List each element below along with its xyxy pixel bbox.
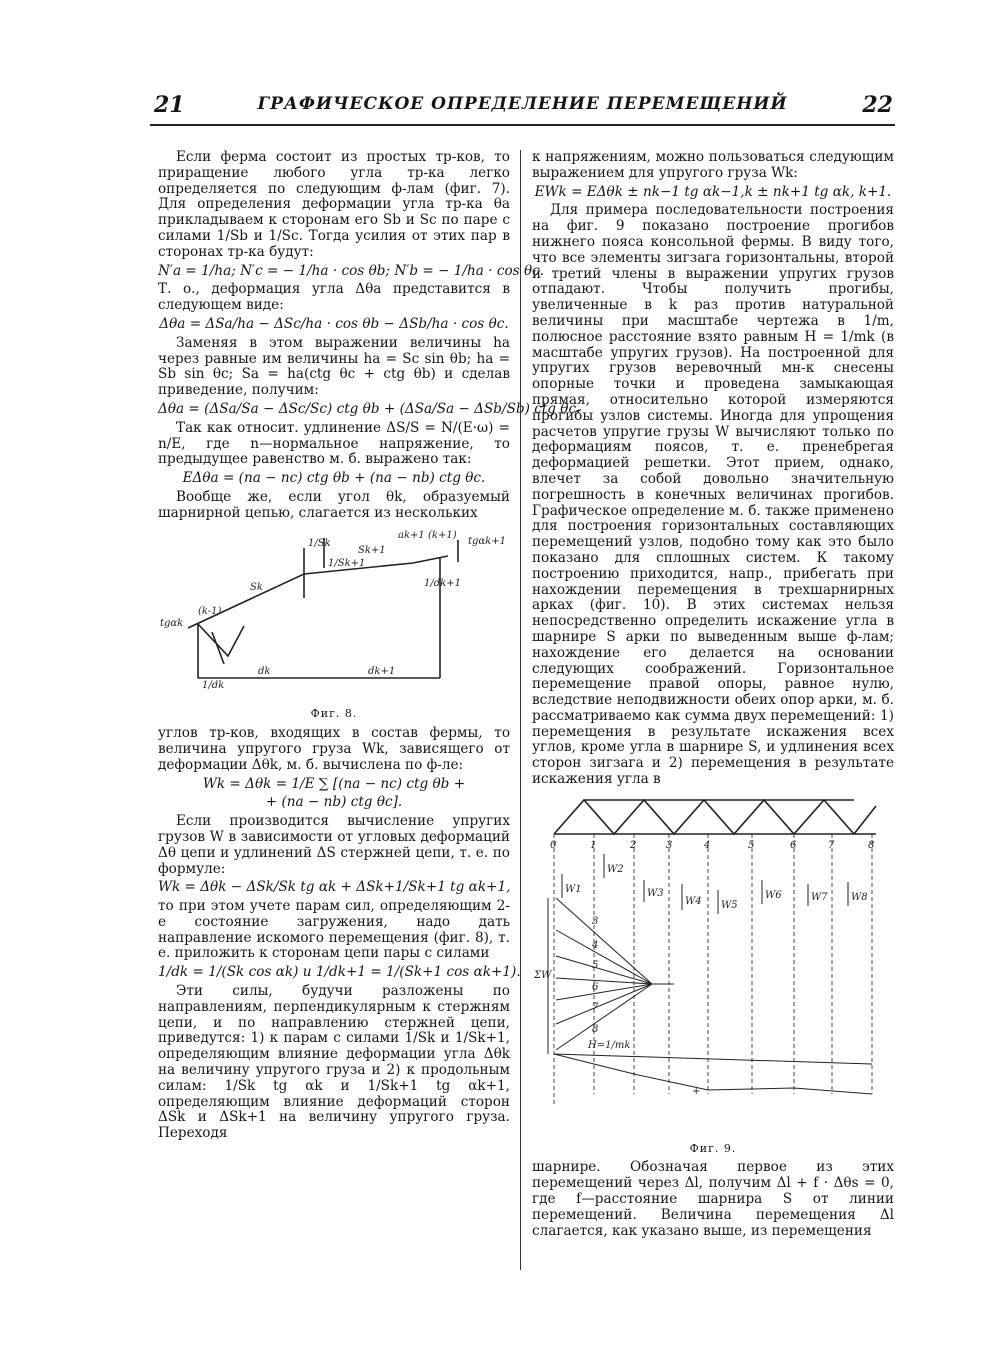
fig8-label: 1/dk	[202, 679, 225, 691]
running-title: ГРАФИЧЕСКОЕ ОПРЕДЕЛЕНИЕ ПЕРЕМЕЩЕНИЙ	[257, 94, 788, 114]
equation: + (na − nb) ctg θc].	[265, 794, 403, 811]
fig9-load-label: W3	[647, 887, 664, 899]
right-column	[532, 150, 894, 1239]
fig9-ray-label: 3	[592, 915, 599, 927]
fig9-load-label: W1	[565, 883, 582, 895]
paragraph: то при этом учете парам сил, определяющим 2-е состояние загружения, надо дать направление искомого перемещения (фиг. 8), т. е. приложить к сторонам цепи пары с силами	[158, 898, 510, 962]
fig8-label: dk	[258, 665, 271, 677]
fig9-node-label: 2	[630, 839, 637, 851]
fig8-label: tgαk	[160, 617, 184, 629]
fig9-node-label: 7	[828, 839, 835, 851]
equation: N′a = 1/ha; N′c = − 1/ha · cos θb; N′b = − 1/ha · cos θc.	[158, 262, 545, 279]
fig9-node-label: 5	[748, 839, 755, 851]
paragraph: углов тр-ков, входящих в состав фермы, то величина упругого груза Wk, зависящего от деформации Δθk, м. б. вычислена по ф-ле:	[158, 725, 510, 773]
figure-8	[158, 528, 510, 723]
fig9-node-label: 3	[666, 839, 673, 851]
fig8-label: 1/dk+1	[424, 577, 461, 589]
fig9-load-label: W8	[851, 891, 868, 903]
figure-9-drawing	[532, 794, 894, 1134]
paragraph: Заменяя в этом выражении величины ha через равные им величины ha = Sc sin θb; ha = Sb sin θc; Sa = ha(ctg θc + ctg θb) и сделав приведение, получим:	[158, 334, 510, 399]
figure-caption: Фиг. 8.	[310, 707, 358, 721]
running-header	[150, 92, 895, 122]
fig9-load-label: W6	[765, 889, 782, 901]
fig9-sign: +	[692, 1085, 701, 1097]
fig8-label: (k+1)	[428, 529, 457, 541]
column-divider	[520, 150, 521, 1270]
fig9-node-label: 0	[550, 839, 557, 851]
fig9-ray-label: 4	[592, 939, 599, 951]
figure-9	[532, 794, 894, 1157]
fig9-pole-distance: H=1/mk	[588, 1039, 631, 1051]
paragraph: шарнире. Обозначая первое из этих перемещений через Δl, получим Δl + f · Δθs = 0, где f—расстояние шарнира S от линии перемещений. Величина перемещения Δl слагается, как указано выше, из перемещения	[532, 1159, 894, 1239]
fig9-node-label: 1	[590, 839, 597, 851]
fig8-label: 1/Sk	[308, 537, 331, 549]
fig8-label: Sk	[250, 581, 263, 593]
fig8-label: 1/Sk+1	[328, 557, 366, 569]
fig9-load-label: W5	[721, 899, 738, 911]
paragraph: Для примера последовательности построения на фиг. 9 показано построение прогибов нижнего пояса консольной фермы. В виду того, что все элементы зигзага горизонтальны, второй и третий члены в выражении упругих грузов отпадают. Чтобы получить прогибы, увеличенные в k раз против натуральной величины при масштабе чертежа в 1/m, полюсное расстояние взято равным H = 1/mk (в масштабе упругих грузов). На построенной для упругих грузов веревочный мн-к снесены опорные точки и проведена замыкающая прямая, относительно которой измеряются прогибы узлов системы. Иногда для упрощения расчетов упругие грузы W вычисляют только по деформациям поясов, т. е. пренебрегая деформацией решетки. Этот прием, однако, влечет за собой довольно значительную погрешность в конечных величинах прогибов. Графическое определение м. б. также применено для построения горизонтальных составляющих перемещений узлов, подобно тому как это было показано для сплошных систем. К такому построению приходится, напр., прибегать при нахождении перемещения в трехшарнирных арках (фиг. 10). В этих системах нельзя непосредственно определить искажение угла в шарнире S арки по выведенным выше ф-лам; нахождение его делается на основании следующих соображений. Горизонтальное перемещение правой опоры, равное нулю, вследствие неподвижности обеих опор арки, м. б. рассматриваемо как сумма двух перемещений: 1) перемещения в результате искажения всех углов, кроме угла в шарнире S, и удлинения всех сторон зигзага и 2) перемещения в результате искажения угла в	[532, 202, 894, 788]
fig9-node-label: 8	[868, 839, 875, 851]
equation: Δθa = ΔSa/ha − ΔSc/ha · cos θb − ΔSb/ha · cos θc.	[159, 315, 509, 332]
paragraph: к напряжениям, можно пользоваться следующим выражением для упругого груза Wk:	[532, 149, 894, 181]
fig9-load-label: W7	[811, 891, 828, 903]
fig9-load-label: W2	[607, 863, 624, 875]
equation: EΔθa = (na − nc) ctg θb + (na − nb) ctg θc.	[182, 470, 486, 487]
fig8-label: ak+1	[398, 529, 425, 541]
figure-caption: Фиг. 9.	[689, 1141, 737, 1155]
paragraph: Т. о., деформация угла Δθa представится в следующем виде:	[158, 281, 510, 314]
fig9-node-label: 4	[704, 839, 711, 851]
fig8-label: tgαk+1	[468, 535, 506, 547]
fig9-ray-label: 6	[592, 981, 599, 993]
equation: 1/dk = 1/(Sk cos αk) и 1/dk+1 = 1/(Sk+1 cos αk+1).	[158, 964, 521, 981]
fig9-ray-label: 7	[592, 1001, 599, 1013]
equation: Δθa = (ΔSa/Sa − ΔSc/Sc) ctg θb + (ΔSa/Sa − ΔSb/Sb) ctg θc.	[158, 400, 581, 417]
equation: Wk = Δθk = 1/E ∑ [(na − nc) ctg θb +	[202, 775, 466, 792]
page-number-right: 22	[862, 92, 893, 118]
fig9-ray-label: 5	[592, 959, 599, 971]
paragraph: Так как относит. удлинение ΔS/S = N/(E·ω) = n/E, где n—нормальное напряжение, то предыдущее равенство м. б. выражено так:	[158, 419, 510, 468]
figure-8-drawing	[158, 528, 510, 700]
paragraph: Вообще же, если угол θk, образуемый шарнирной цепью, слагается из нескольких	[158, 488, 510, 521]
paragraph: Если производится вычисление упругих грузов W в зависимости от угловых деформаций Δθ цепи и удлинений ΔS стержней цепи, т. е. по формуле:	[158, 813, 510, 877]
fig8-label: Sk+1	[358, 544, 386, 556]
paragraph: Если ферма состоит из простых тр-ков, то приращение любого угла тр-ка легко определяется по следующим ф-лам (фиг. 7). Для определения деформации угла тр-ка θa прикладываем к сторонам его Sb и Sc по паре с силами 1/Sb и 1/Sc. Тогда усилия от этих пар в сторонах тр-ка будут:	[158, 149, 510, 260]
fig8-label: (k-1)	[198, 605, 222, 617]
fig9-load-label: W4	[685, 895, 702, 907]
equation: EWk = EΔθk ± nk−1 tg αk−1,k ± nk+1 tg αk, k+1.	[534, 183, 892, 200]
fig9-node-label: 6	[790, 839, 797, 851]
equation: Wk = Δθk − ΔSk/Sk tg αk + ΔSk+1/Sk+1 tg αk+1,	[158, 879, 511, 896]
paragraph: Эти силы, будучи разложены по направлениям, перпендикулярным к стержням цепи, и по направлению стержней цепи, приведутся: 1) к парам с силами 1/Sk и 1/Sk+1, определяющим влияние деформации угла Δθk на величину упругого груза и 2) к продольным силам: 1/Sk tg αk и 1/Sk+1 tg αk+1, определяющим влияние деформаций сторон ΔSk и ΔSk+1 на величину упругого груза. Переходя	[158, 983, 510, 1142]
page-number-left: 21	[154, 92, 185, 118]
fig8-label: dk+1	[368, 665, 396, 677]
fig9-load-sum: ΣW	[534, 969, 552, 981]
fig9-ray-label: 8	[592, 1023, 599, 1035]
header-rule	[150, 124, 895, 126]
